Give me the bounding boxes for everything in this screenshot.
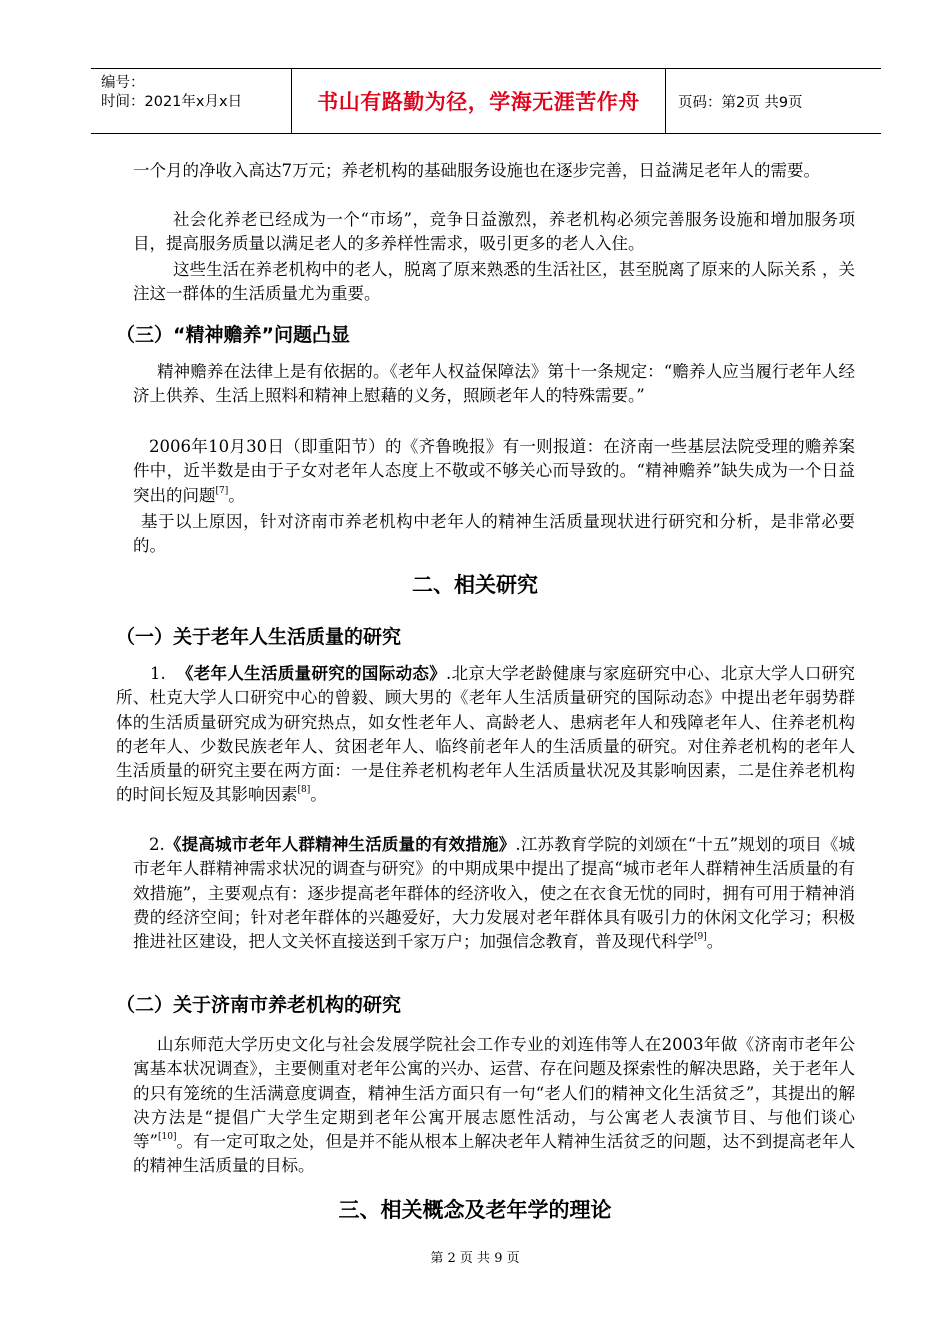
- paragraph-6: 基于以上原因，针对济南市养老机构中老年人的精神生活质量现状进行研究和分析，是非常必要的。: [133, 512, 855, 556]
- subsection-heading-2-1: （一）关于老年人生活质量的研究: [116, 626, 402, 648]
- paragraph-5: 2006年10月30日（即重阳节）的《齐鲁晚报》有一则报道：在济南一些基层法院受理的赡养案件中，近半数是由于子女对老年人态度上不敬或不够关心而导致的。“精神赡养”缺失成为一个日益突出的问题[7]。: [133, 437, 855, 505]
- header-left-cell: [91, 69, 292, 133]
- subsection-heading-2-2: （二）关于济南市养老机构的研究: [116, 994, 402, 1016]
- section-title-3: 三、相关概念及老年学的理论: [338, 1198, 612, 1222]
- header-page-label: 页码：第2页 共9页: [678, 94, 803, 111]
- subsection-heading-3: （三）“精神赡养”问题凸显: [116, 324, 350, 346]
- list-item-2: 2.《提高城市老年人群精神生活质量的有效措施》.江苏教育学院的刘颂在“十五”规划的项目《城市老年人群精神需求状况的调查与研究》的中期成果中提出了提高“城市老年人群精神生活质量的有效措施”，主要观点有：逐步提高老年群体的经济收入，使之在衣食无忧的同时，拥有可用于精神消费的经济空间；针对老年群体的兴趣爱好，大力发展对老年群体具有吸引力的休闲文化学习；积极推进社区建设，把人文关怀直接送到千家万户；加强信念教育，普及现代科学[9]。: [133, 835, 856, 952]
- paragraph-2: 社会化养老已经成为一个“市场”，竞争日益激烈，养老机构必须完善服务设施和增加服务项目，提高服务质量以满足老人的多养样性需求，吸引更多的老人入住。: [133, 210, 855, 254]
- citation-7: [7]: [215, 485, 229, 496]
- page-footer: 第 2 页 共 9 页: [430, 1251, 520, 1266]
- paragraph-7: 山东师范大学历史文化与社会发展学院社会工作专业的刘连伟等人在2003年做《济南市老年公寓基本状况调查》，主要侧重对老年公寓的兴办、运营、存在问题及探索性的解决思路，关于老年人的只有笼统的生活满意度调查，精神生活方面只有一句“老人们的精神文化生活贫乏”，其提出的解决方法是“提倡广大学生定期到老年公寓开展志愿性活动，与公寓老人表演节目、与他们谈心等”[10]。有一定可取之处，但是并不能从根本上解决老年人精神生活贫乏的问题，达不到提高老年人的精神生活质量的目标。: [133, 1035, 856, 1176]
- citation-8: [8]: [297, 785, 311, 796]
- citation-10: [10]: [158, 1132, 177, 1143]
- header-table: [91, 68, 881, 134]
- paragraph-1: 一个月的净收入高达7万元；养老机构的基础服务设施也在逐步完善，日益满足老年人的需要。: [133, 161, 820, 180]
- list-item-1: 1. 《老年人生活质量研究的国际动态》.北京大学老龄健康与家庭研究中心、北京大学人口研究所、杜克大学人口研究中心的曾毅、顾大男的《老年人生活质量研究的国际动态》中提出老年弱势群体的生活质量研究成为研究热点，如女性老年人、高龄老人、患病老年人和残障老年人、住养老机构的老年人、少数民族老年人、贫困老年人、临终前老年人的生活质量的研究。对住养老机构的老年人生活质量的研究主要在两方面：一是住养老机构老年人生活质量状况及其影响因素，二是住养老机构的时间长短及其影响因素[8]。: [116, 664, 856, 805]
- citation-9: [9]: [694, 932, 707, 943]
- header-motto: 书山有路勤为径，学海无涯苦作舟: [292, 69, 666, 133]
- section-title-2: 二、相关研究: [412, 573, 538, 597]
- paragraph-3: 这些生活在养老机构中的老人，脱离了原来熟悉的生活社区，甚至脱离了原来的人际关系 ，关注这一群体的生活质量尤为重要。: [133, 260, 855, 304]
- paragraph-4: 精神赡养在法律上是有依据的。《老年人权益保障法》第十一条规定：“赡养人应当履行老年人经济上供养、生活上照料和精神上慰藉的义务，照顾老年人的特殊需要。”: [133, 362, 855, 406]
- header-time-label: 时间：2021年x月x日: [101, 94, 243, 110]
- header-number-label: 编号：: [101, 75, 145, 91]
